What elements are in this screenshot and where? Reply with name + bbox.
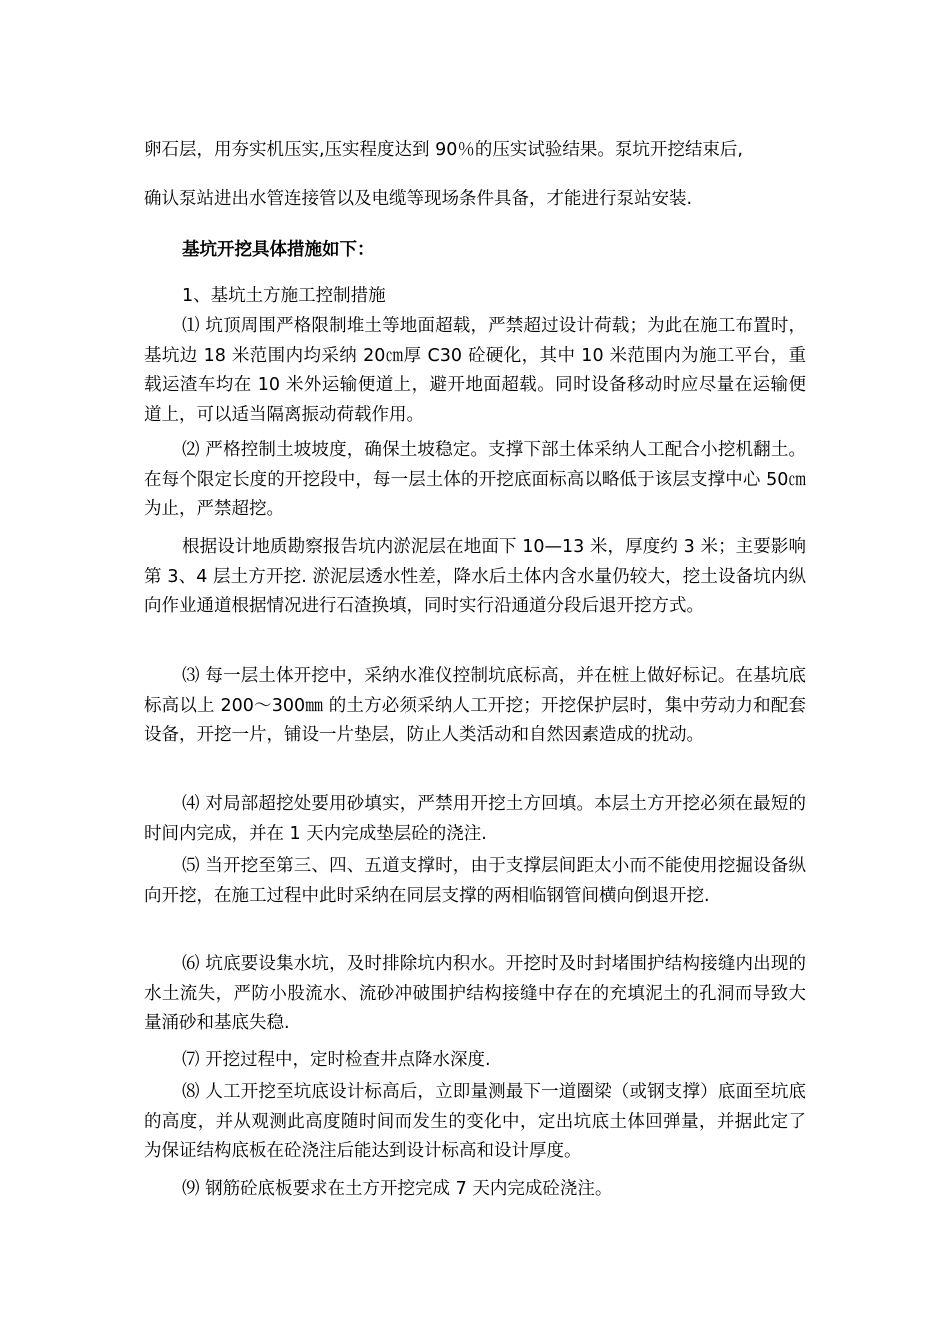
paragraph-6: ⑸ 当开挖至第三、四、五道支撑时，由于支撑层间距太小而不能使用挖掘设备纵向开挖，在施工过程中此时采纳在同层支撑的两相临钢管间横向倒退开挖. (144, 856, 806, 906)
paragraph-2: ⑵ 严格控制土坡坡度，确保土坡稳定。支撑下部土体采纳人工配合小挖机翻土。在每个限定长度的开挖段中，每一层土体的开挖底面标高以略低于该层支撑中心 50㎝为止，严禁超挖。 (144, 440, 806, 519)
paragraph-3: 根据设计地质勘察报告坑内淤泥层在地面下 10—13 米，厚度约 3 米；主要影响第 3、4 层土方开挖. 淤泥层透水性差，降水后土体内含水量仍较大，挖土设备坑内纵向作业通道根据情况进行石渣换填，同时实行沿通道分段后退开挖方式。 (144, 537, 806, 616)
paragraph-7: ⑹ 坑底要设集水坑，及时排除坑内积水。开挖时及时封堵围护结构接缝内出现的水土流失，严防小股流水、流砂冲破围护结构接缝中存在的充填泥土的孔洞而导致大量涌砂和基底失稳. (144, 954, 806, 1033)
section-subheading: 1、基坑土方施工控制措施 (182, 286, 386, 306)
paragraph-8: ⑺ 开挖过程中，定时检查井点降水深度. (182, 1050, 491, 1070)
paragraph-9: ⑻ 人工开挖至坑底设计标高后，立即量测最下一道圈梁（或钢支撑）底面至坑底的高度，并从观测此高度随时间而发生的变化中，定出坑底土体回弹量，并据此定了为保证结构底板在砼浇注后能达到设计标高和设计厚度。 (144, 1082, 806, 1161)
paragraph-10: ⑼ 钢筋砼底板要求在土方开挖完成 7 天内完成砼浇注。 (182, 1179, 613, 1199)
paragraph-5: ⑷ 对局部超挖处要用砂填实，严禁用开挖土方回填。本层土方开挖必须在最短的时间内完成，并在 1 天内完成垫层砼的浇注. (144, 794, 806, 844)
intro-line-2: 确认泵站进出水管连接管以及电缆等现场条件具备，才能进行泵站安装. (144, 189, 693, 209)
section-heading: 基坑开挖具体措施如下： (182, 240, 375, 260)
paragraph-1: ⑴ 坑顶周围严格限制堆土等地面超载，严禁超过设计荷载；为此在施工布置时，基坑边 18 米范围内均采纳 20㎝厚 C30 砼硬化，其中 10 米范围内为施工平台，重载运渣车均在 10 米外运输便道上，避开地面超载。同时设备移动时应尽量在运输便道上，可以适当隔离振动荷载作用。 (144, 316, 806, 425)
intro-line-1: 卵石层，用夯实机压实,压实程度达到 90％的压实试验结果。泵坑开挖结束后, (144, 140, 743, 160)
paragraph-4: ⑶ 每一层土体开挖中，采纳水准仪控制坑底标高，并在桩上做好标记。在基坑底标高以上 200～300㎜ 的土方必须采纳人工开挖；开挖保护层时，集中劳动力和配套设备，开挖一片，铺设一片垫层，防止人类活动和自然因素造成的扰动。 (144, 666, 806, 745)
